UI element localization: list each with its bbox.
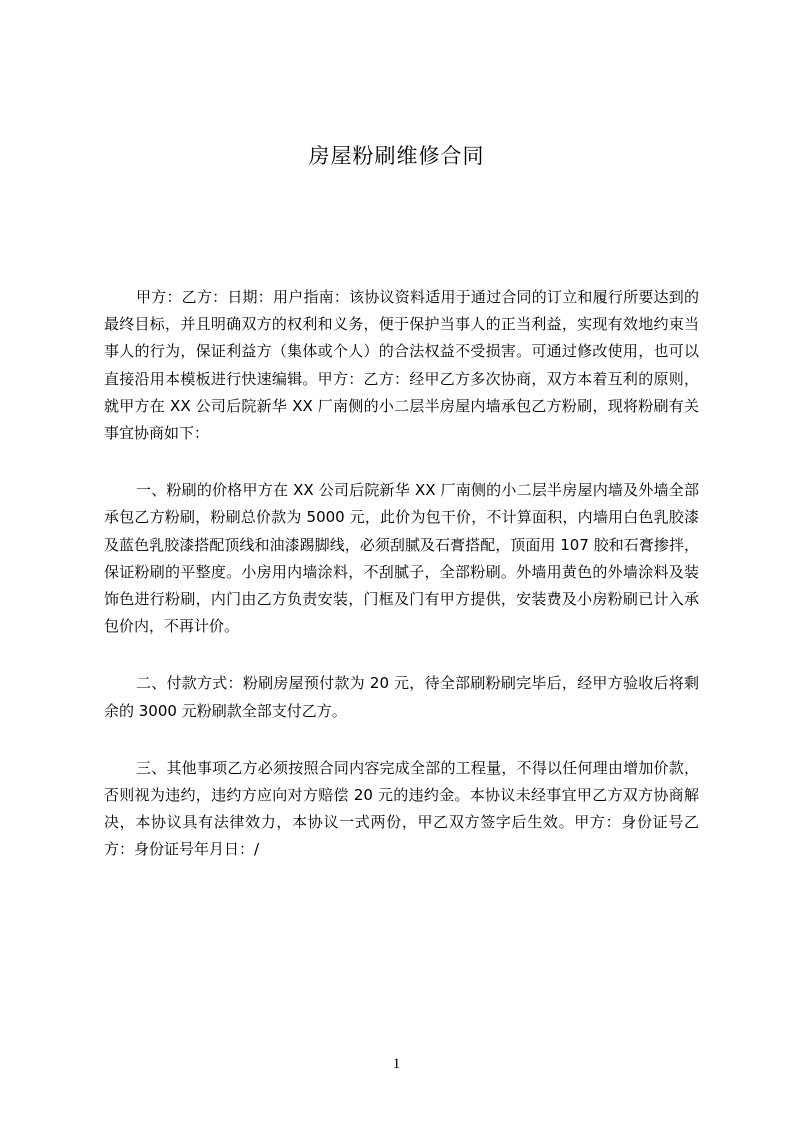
- paragraph-intro: 甲方：乙方：日期：用户指南：该协议资料适用于通过合同的订立和履行所要达到的最终目标，并且明确双方的权利和义务，便于保护当事人的正当利益，实现有效地约束当事人的行为，保证利益方（集体或个人）的合法权益不受损害。可通过修改使用，也可以直接沿用本模板进行快速编辑。甲方：乙方：经甲乙方多次协商，双方本着互利的原则，就甲方在 XX 公司后院新华 XX 厂南侧的小二层半房屋内墙承包乙方粉刷，现将粉刷有关事宜协商如下：: [104, 288, 699, 443]
- page-number: 1: [392, 1056, 401, 1072]
- paragraph-other-terms: 三、其他事项乙方必须按照合同内容完成全部的工程量，不得以任何理由增加价款，否则视为违约，违约方应向对方赔偿 20 元的违约金。本协议未经事宜甲乙方双方协商解决，本协议具有法律效力，本协议一式两份，甲乙双方签字后生效。甲方：身份证号乙方：身份证号年月日：/: [104, 758, 699, 859]
- paragraph-price: 一、粉刷的价格甲方在 XX 公司后院新华 XX 厂南侧的小二层半房屋内墙及外墙全部承包乙方粉刷，粉刷总价款为 5000 元，此价为包干价，不计算面积，内墙用白色乳胶漆及蓝色乳胶漆搭配顶线和油漆踢脚线，必须刮腻及石膏搭配，顶面用 107 胶和石膏掺拌，保证粉刷的平整度。小房用内墙涂料，不刮腻子，全部粉刷。外墙用黄色的外墙涂料及装饰色进行粉刷，内门由乙方负责安装，门框及门有甲方提供，安装费及小房粉刷已计入承包价内，不再计价。: [104, 481, 699, 636]
- document-body: [104, 284, 699, 894]
- paragraph-payment: 二、付款方式：粉刷房屋预付款为 20 元，待全部刷粉刷完毕后，经甲方验收后将剩余的 3000 元粉刷款全部支付乙方。: [104, 674, 699, 720]
- document-title: 房屋粉刷维修合同: [308, 144, 485, 168]
